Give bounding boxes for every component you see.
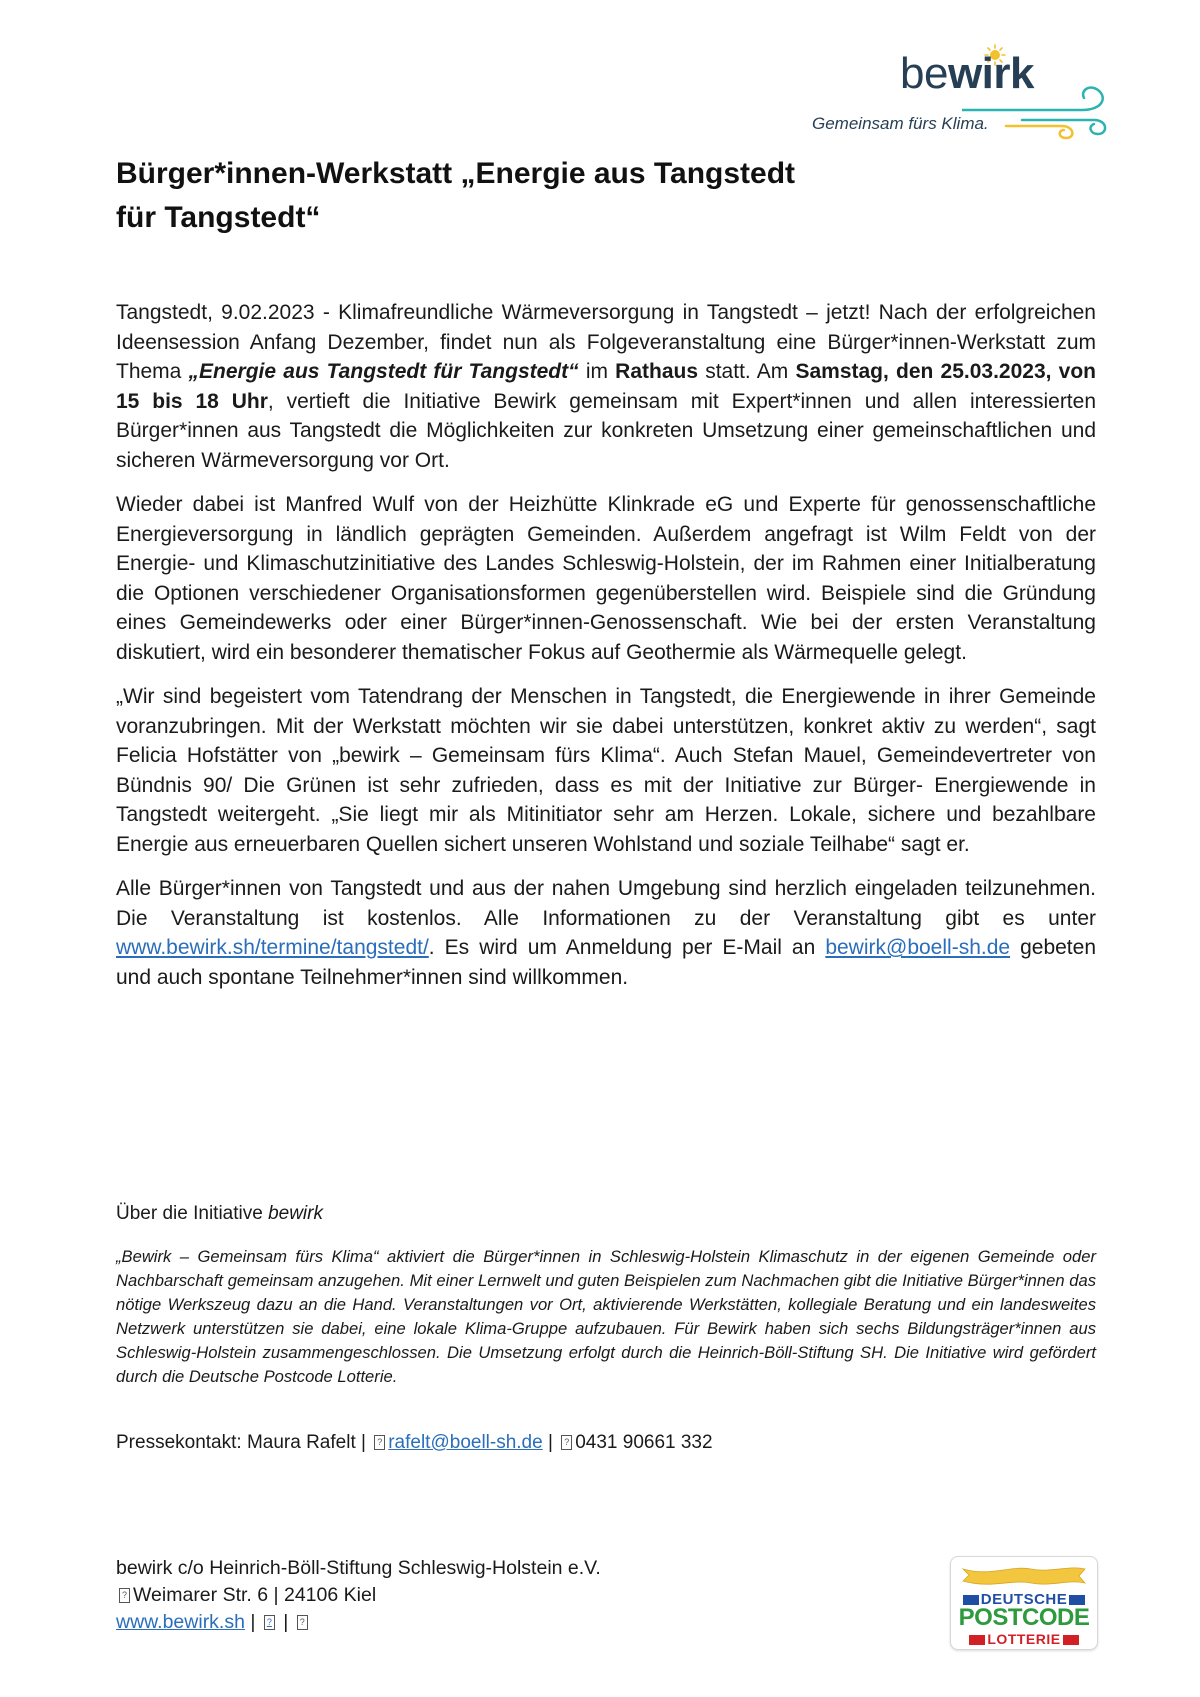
paragraph-intro [116,298,1096,475]
sponsor-line-lotterie [957,1631,1091,1647]
intro-text-4: , vertieft die Initiative Bewirk gemeinsam mit Expert*innen und allen interessierten Bürger*innen aus Tangstedt die Möglichkeiten zur konkreten Umsetzung einer gemeinschaftlichen und sicheren Wärmeversorgung vor Ort. [116,389,1096,472]
event-theme: „Energie aus Tangstedt für Tangstedt“ [188,360,579,383]
intro-text-1: Klimafreundliche Wärmeversorgung in Tangstedt – jetzt! Nach der erfolgreichen Ideensession Anfang Dezember, findet nun als Folgeveranstaltung eine Bürger*innen-Werkstatt zum Thema [116,301,1096,383]
about-heading-prefix: Über die Initiative [116,1203,269,1224]
about-heading-brand: bewirk [268,1203,323,1224]
ribbon-icon [961,1563,1087,1589]
sponsor-line3-text: LOTTERIE [987,1631,1061,1647]
footer-address [116,1555,601,1636]
bewirk-logo [812,42,1112,142]
article-body [116,298,1096,1007]
website-link[interactable]: www.bewirk.sh [116,1611,245,1633]
footer-links [116,1609,601,1636]
press-contact [116,1432,713,1454]
press-email-link[interactable]: rafelt@boell-sh.de [388,1432,543,1453]
dateline: Tangstedt, 9.02.2023 - [116,301,330,324]
social-link-icon-1[interactable]: ? [264,1615,275,1630]
page-title: Bürger*innen-Werkstatt „Energie aus Tangstedt für Tangstedt“ [116,157,796,234]
press-separator: | [542,1432,559,1453]
about-heading [116,1203,323,1225]
location-icon: ? [119,1588,130,1603]
event-location: Rathaus [615,360,699,383]
registration-email-link[interactable]: bewirk@boell-sh.de [825,936,1011,959]
event-info-link[interactable]: www.bewirk.sh/termine/tangstedt/ [116,936,429,959]
intro-text-3: statt. Am [698,360,796,383]
sponsor-line-postcode: POSTCODE [958,1604,1090,1631]
paragraph-quotes: „Wir sind begeistert vom Tatendrang der Menschen in Tangstedt, die Energiewende in ihrer Gemeinde voranzubringen. Mit der Werkstatt möchten wir sie dabei unterstützen, konkret aktiv zu werden“, sagt Felicia Hofstätter von „bewirk – Gemeinsam fürs Klima“. Auch Stefan Mauel, Gemeindevertreter von Bündnis 90/ Die Grünen ist sehr zufrieden, dass es mit der Initiative zur Bürger- Energiewende in Tangstedt weitergeht. „Sie liegt mir als Mitinitiator sehr am Herzen. Lokale, sichere und bezahlbare Energie aus erneuerbaren Quellen sichert unseren Wohlstand und soziale Teilhabe“ sagt er. [116,685,1096,856]
logo-tagline: Gemeinsam fürs Klima. [812,114,989,133]
email-icon: ? [374,1435,385,1450]
invite-text-2: . Es wird um Anmeldung per E-Mail an [428,936,826,959]
press-contact-label: Pressekontakt: Maura Rafelt | [116,1432,372,1453]
logo-wirk: wirk [947,49,1034,98]
logo-be: be [900,49,948,98]
phone-icon: ? [561,1435,572,1450]
invite-text-3: gebeten und auch spontane Teilnehmer*innen sind willkommen. [116,936,1096,989]
invite-text-1: Alle Bürger*innen von Tangstedt und aus der nahen Umgebung sind herzlich eingeladen teilzunehmen. Die Veranstaltung ist kostenlos. Alle Informationen zu der Veranstaltung gibt es unter [116,877,1096,930]
postcode-lotterie-logo [950,1556,1098,1650]
footer-separator-1: | [244,1611,261,1633]
event-date: Samstag, den 25.03.2023, von 15 bis 18 Uhr [116,360,1097,413]
footer-organization: bewirk c/o Heinrich-Böll-Stiftung Schleswig-Holstein e.V. [116,1557,601,1579]
footer-separator-2: | [277,1611,294,1633]
sponsor-line1-text: DEUTSCHE [980,1591,1068,1608]
press-phone: 0431 90661 332 [575,1432,713,1453]
social-link-icon-2[interactable]: ? [297,1615,308,1630]
paragraph-experts: Wieder dabei ist Manfred Wulf von der Heizhütte Klinkrade eG und Experte für genossenschaftliche Energieversorgung in ländlich geprägten Gemeinden. Außerdem angefragt ist Wilm Feldt von der Energie- und Klimaschutzinitiative des Landes Schleswig-Holstein, der im Rahmen einer Initialberatung die Optionen verschiedener Organisationsformen gegenüberstellen wird. Beispiele sind die Gründung eines Gemeindewerks oder einer Bürger*innen-Genossenschaft. Wie bei der ersten Veranstaltung diskutiert, wird ein besonderer thematischer Fokus auf Geothermie als Wärmequelle gelegt. [116,493,1096,664]
intro-text-2: im [578,360,616,383]
about-text: „Bewirk – Gemeinsam fürs Klima“ aktiviert die Bürger*innen in Schleswig-Holstein Klimaschutz in der eigenen Gemeinde oder Nachbarschaft gemeinsam anzugehen. Mit einer Lernwelt und guten Beispielen zum Nachmachen gibt die Initiative Bürger*innen das nötige Werkszeug dazu an die Hand. Veranstaltungen vor Ort, aktivierende Werkstätten, kollegiale Beratung und ein landesweites Netzwerk unterstützen sie dabei, eine lokale Klima-Gruppe aufzubauen. Für Bewirk haben sich sechs Bildungsträger*innen aus Schleswig-Holstein zusammengeschlossen. Die Umsetzung erfolgt durch die Heinrich-Böll-Stiftung SH. Die Initiative wird gefördert durch die Deutsche Postcode Lotterie. [116,1247,1096,1386]
footer-street: Weimarer Str. 6 | 24106 Kiel [133,1584,377,1606]
paragraph-invitation [116,874,1096,992]
footer-street-line [116,1582,601,1609]
